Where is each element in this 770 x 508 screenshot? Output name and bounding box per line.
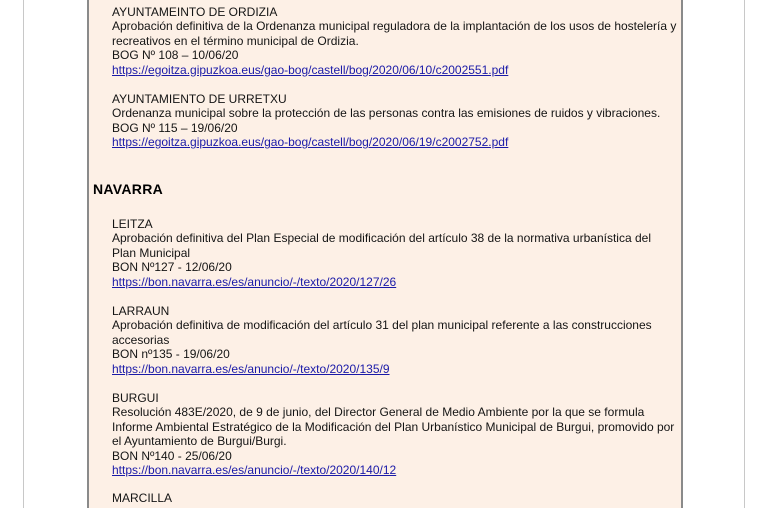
entry-description: Aprobación definitiva de modificación del artículo 31 del plan municipal referente a las construcciones accesorias [112,318,652,347]
entry-urretxu [112,92,684,150]
bulletin-reference: BON Nº127 - 12/06/20 [112,260,232,275]
municipality-name: AYUNTAMEINTO DE ORDIZIA [112,5,278,19]
entry-description: Resolución 483E/2020, de 9 de junio, del Director General de Medio Ambiente por la que se formula Informe Ambiental Estratégico de la Modificación del Plan Urbanístico Municipal de Burgui, promovido por el Ayuntamiento de Burgui/Burgi. [112,405,675,449]
bulletin-link[interactable]: https://egoitza.gipuzkoa.eus/gao-bog/castell/bog/2020/06/19/c2002752.pdf [112,135,509,150]
municipality-name: BURGUI [112,391,159,405]
entry-ordizia [112,5,684,77]
municipality-name: MARCILLA [112,491,173,505]
municipality-name: LEITZA [112,217,153,231]
bulletin-reference: BOG Nº 115 – 19/06/20 [112,120,238,135]
bulletin-reference: BON Nº140 - 25/06/20 [112,448,232,463]
entry-description: Ordenanza municipal sobre la protección de las personas contra las emisiones de ruidos y vibraciones. [112,106,661,121]
municipality-name: AYUNTAMIENTO DE URRETXU [112,92,287,106]
bulletin-reference: BON nº135 - 19/06/20 [112,347,230,362]
bulletin-link[interactable]: https://bon.navarra.es/es/anuncio/-/texto/2020/127/26 [112,274,397,289]
municipality-name: LARRAUN [112,304,170,318]
entry-marcilla [112,491,684,505]
entry-burgui [112,391,684,477]
bulletin-link[interactable]: https://egoitza.gipuzkoa.eus/gao-bog/castell/bog/2020/06/10/c2002551.pdf [112,62,509,77]
entry-leitza [112,217,684,289]
bulletin-reference: BOG Nº 108 – 10/06/20 [112,48,239,63]
entry-description: Aprobación definitiva del Plan Especial de modificación del artículo 38 de la normativa urbanística del Plan Municipal [112,231,651,260]
region-heading: NAVARRA [93,181,164,197]
bulletin-link[interactable]: https://bon.navarra.es/es/anuncio/-/texto/2020/140/12 [112,463,397,478]
entry-larraun [112,304,684,376]
entry-description: Aprobación definitiva de la Ordenanza municipal reguladora de la implantación de los usos de hostelería y recreativos en el término municipal de Ordizia. [112,19,677,48]
bulletin-link[interactable]: https://bon.navarra.es/es/anuncio/-/texto/2020/135/9 [112,361,390,376]
